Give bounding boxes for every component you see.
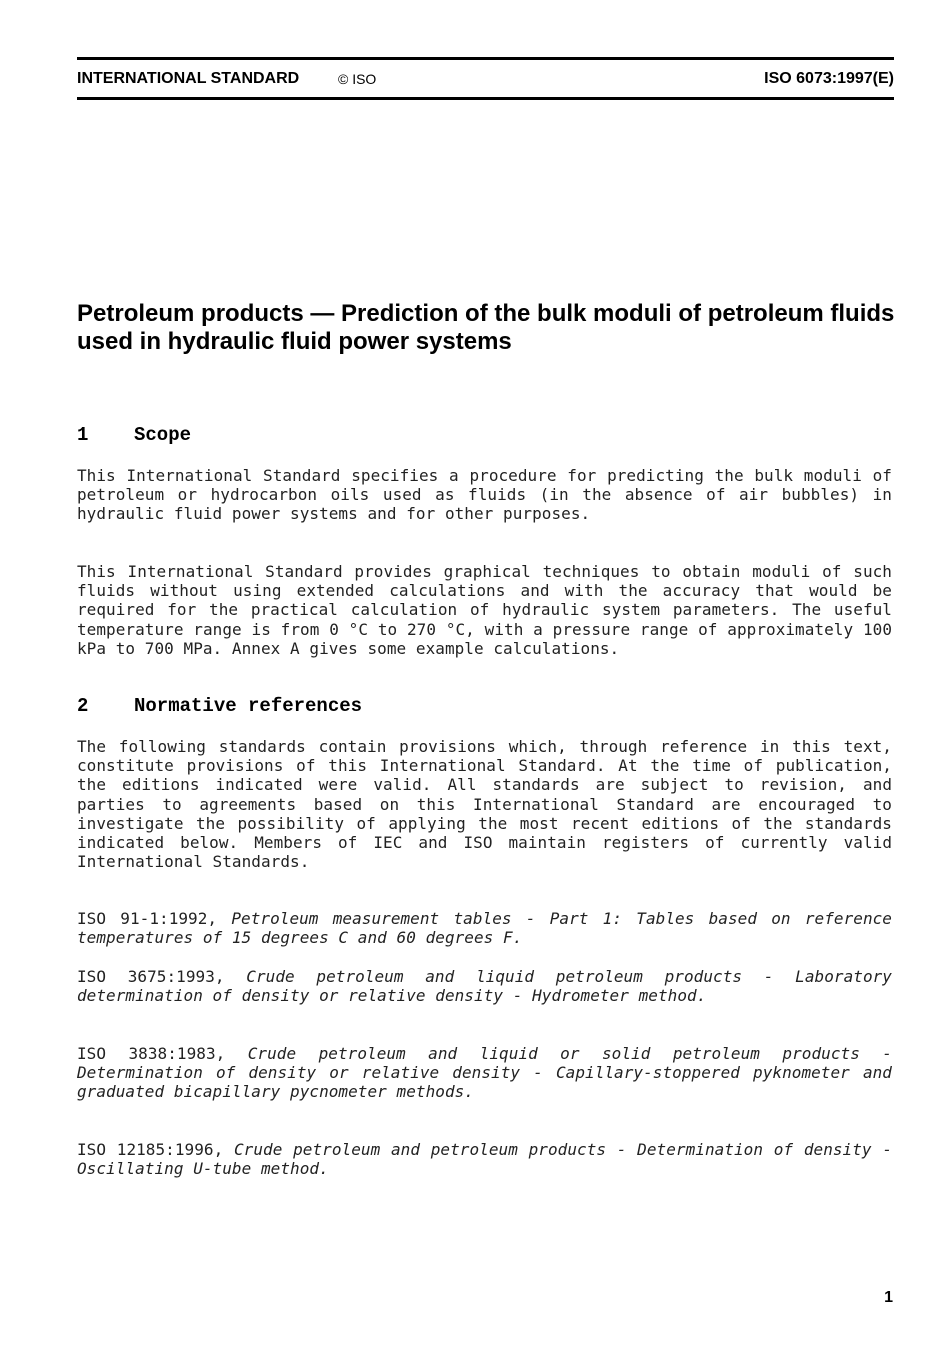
reference-code: ISO 91-1:1992, <box>77 909 218 928</box>
section-number: 1 <box>77 424 89 446</box>
scope-paragraph-1: This International Standard specifies a procedure for predicting the bulk moduli of petroleum or hydrocarbon oils used as fluids (in the absence of air bubbles) in hydraulic fluid power systems and for other purposes. <box>77 466 892 524</box>
header-bottom-rule <box>77 97 894 100</box>
header-standard-label: INTERNATIONAL STANDARD <box>77 70 300 87</box>
header-top-rule <box>77 57 894 60</box>
page-number: 1 <box>884 1289 893 1306</box>
reference-title: Crude petroleum and petroleum products - Determination of density - Oscillating U-tube method. <box>77 1140 893 1179</box>
reference-item <box>77 967 892 1005</box>
normative-references-paragraph: The following standards contain provisions which, through reference in this text, constitute provisions of this International Standard. At the time of publication, the editions indicated were valid. All standards are subject to revision, and parties to agreements based on this International Standard are encouraged to investigate the possibility of applying the most recent editions of the standards indicated below. Members of IEC and ISO maintain registers of currently valid International Standards. <box>77 737 892 872</box>
header-document-id: ISO 6073:1997(E) <box>764 70 894 87</box>
reference-item <box>77 909 892 947</box>
reference-code: ISO 3838:1983, <box>77 1044 226 1063</box>
reference-title: Petroleum measurement tables - Part 1: Tables based on reference temperatures of 15 degrees C and 60 degrees F. <box>77 909 892 948</box>
reference-code: ISO 3675:1993, <box>77 967 225 986</box>
reference-title: Crude petroleum and liquid petroleum products - Laboratory determination of density or relative density - Hydrometer method. <box>77 967 892 1006</box>
scope-paragraph-2: This International Standard provides graphical techniques to obtain moduli of such fluids without using extended calculations and with the accuracy that would be required for the practical calculation of hydraulic system parameters. The useful temperature range is from 0 °C to 270 °C, with a pressure range of approximately 100 kPa to 700 MPa. Annex A gives some example calculations. <box>77 562 892 658</box>
reference-item <box>77 1140 892 1178</box>
reference-code: ISO 12185:1996, <box>77 1140 224 1159</box>
section-title: Normative references <box>134 695 363 717</box>
section-heading-scope <box>77 423 191 447</box>
reference-title: Crude petroleum and liquid or solid petroleum products - Determination of density or relative density - Capillary-stoppered pyknometer and graduated bicapillary pycnometer methods. <box>77 1044 892 1102</box>
header-copyright: © ISO <box>338 71 377 87</box>
section-number: 2 <box>77 695 89 717</box>
section-title: Scope <box>134 424 192 446</box>
document-title: Petroleum products — Prediction of the bulk moduli of petroleum fluids used in hydraulic fluid power systems <box>77 300 895 355</box>
section-heading-normative-references <box>77 694 362 718</box>
reference-item <box>77 1044 892 1102</box>
